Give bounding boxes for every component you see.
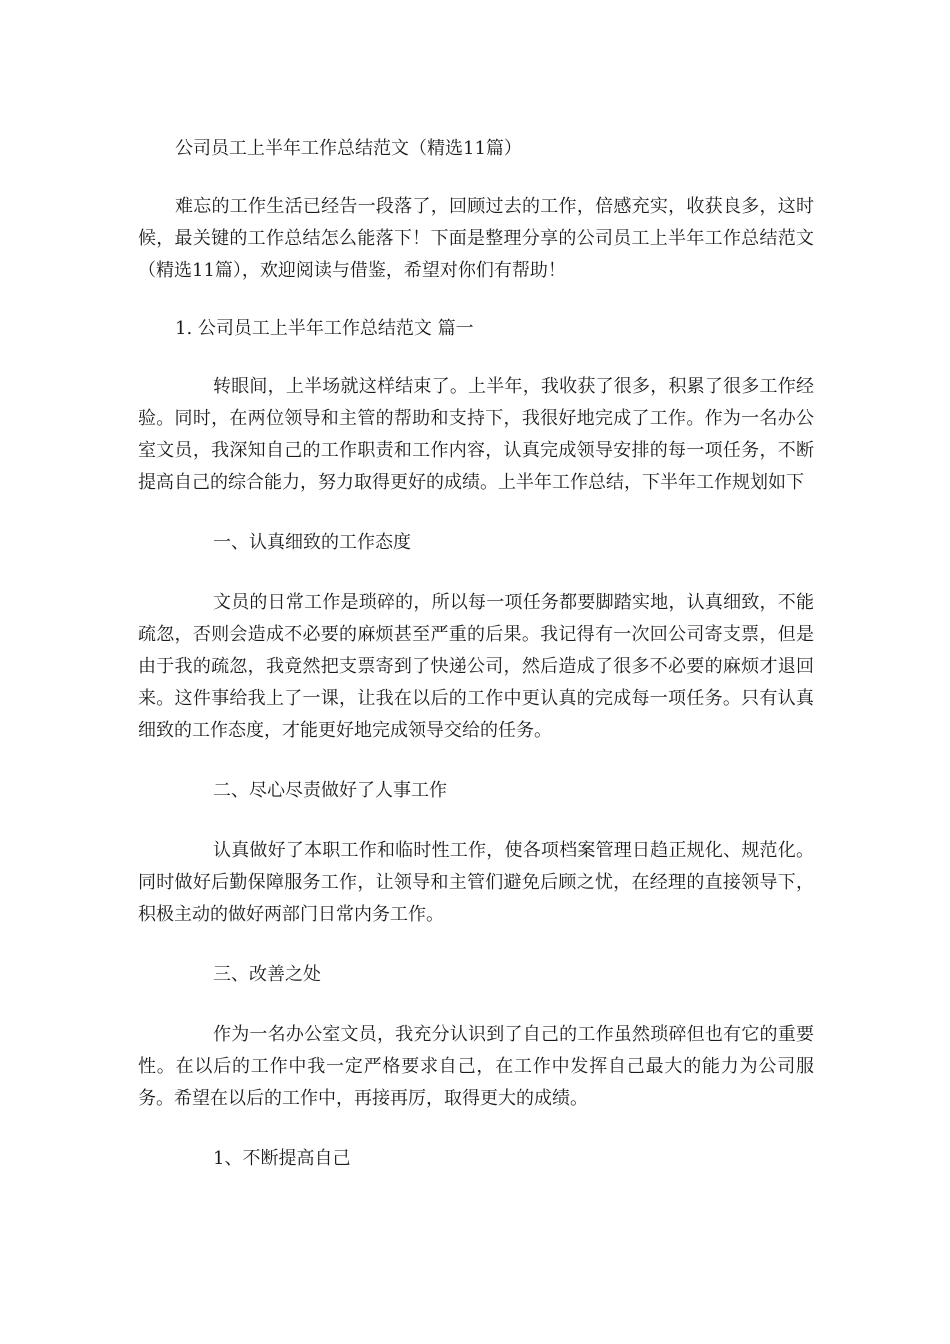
paragraph-1: 转眼间，上半场就这样结束了。上半年，我收获了很多，积累了很多工作经验。同时，在两位领导和主管的帮助和支持下，我很好地完成了工作。作为一名办公室文员，我深知自己的工作职责和工作内容，认真完成领导安排的每一项任务，不断提高自己的综合能力，努力取得更好的成绩。上半年工作总结，下半年工作规划如下 [138, 376, 814, 493]
intro-paragraph: 难忘的工作生活已经告一段落了，回顾过去的工作，倍感充实，收获良多，这时候，最关键的工作总结怎么能落下！下面是整理分享的公司员工上半年工作总结范文（精选11篇），欢迎阅读与借鉴，希望对你们有帮助！ [138, 196, 814, 281]
paragraph-3: 认真做好了本职工作和临时性工作，使各项档案管理日趋正规化、规范化。同时做好后勤保障服务工作，让领导和主管们避免后顾之忧，在经理的直接领导下，积极主动的做好两部门日常内务工作。 [138, 840, 814, 925]
section-title: 1. 公司员工上半年工作总结范文 篇一 [175, 318, 474, 339]
document-title: 公司员工上半年工作总结范文（精选11篇） [175, 138, 522, 159]
paragraph-2: 文员的日常工作是琐碎的，所以每一项任务都要脚踏实地，认真细致，不能疏忽，否则会造成不必要的麻烦甚至严重的后果。我记得有一次回公司寄支票，但是由于我的疏忽，我竟然把支票寄到了快递公司，然后造成了很多不必要的麻烦才退回来。这件事给我上了一课，让我在以后的工作中更认真的完成每一项任务。只有认真细致的工作态度，才能更好地完成领导交给的任务。 [138, 592, 814, 741]
heading-4: 1、不断提高自己 [213, 1148, 351, 1169]
document-body [138, 133, 814, 1175]
heading-1: 一、认真细致的工作态度 [213, 532, 411, 553]
heading-3: 三、改善之处 [213, 964, 321, 985]
heading-2: 二、尽心尽责做好了人事工作 [213, 780, 447, 801]
paragraph-4: 作为一名办公室文员，我充分认识到了自己的工作虽然琐碎但也有它的重要性。在以后的工作中我一定严格要求自己，在工作中发挥自己最大的能力为公司服务。希望在以后的工作中，再接再厉，取得更大的成绩。 [138, 1024, 814, 1109]
